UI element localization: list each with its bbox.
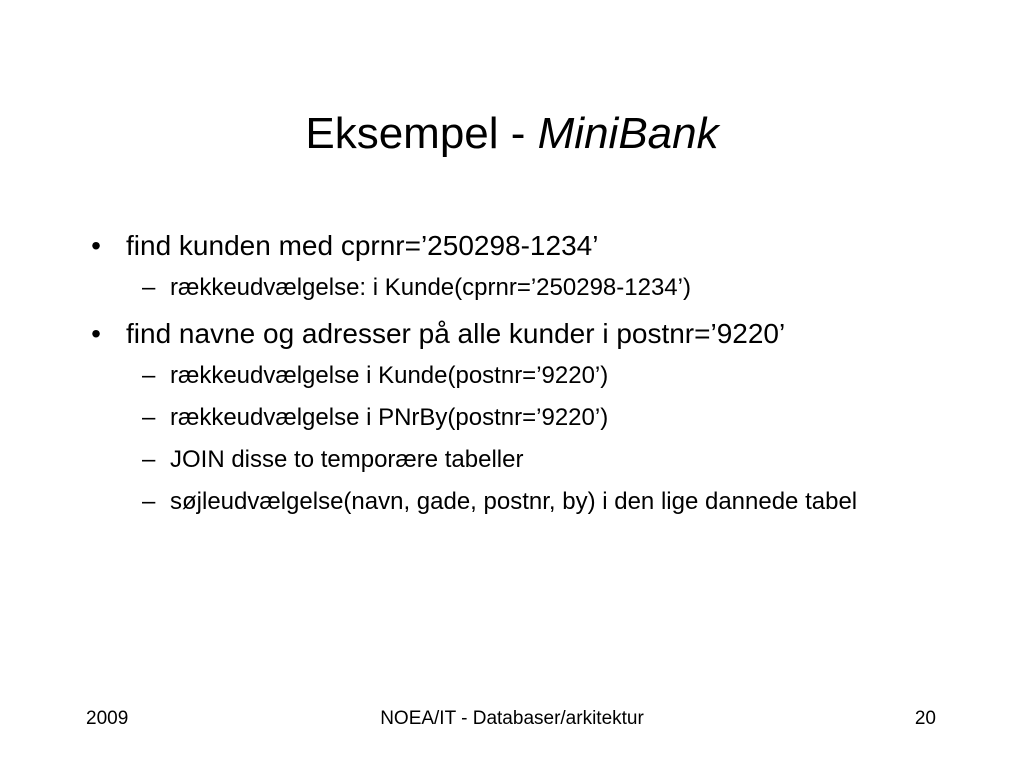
sub-bullet-text: rækkeudvælgelse i PNrBy(postnr=’9220’) [170, 404, 609, 431]
sub-bullet-item [126, 272, 964, 304]
bullet-marker: • [91, 318, 101, 349]
bullet-text: find navne og adresser på alle kunder i postnr=’9220’ [126, 318, 786, 349]
sub-bullet-item [126, 444, 964, 476]
sub-bullet-text: JOIN disse to temporære tabeller [170, 446, 524, 473]
sub-bullet-marker: – [142, 488, 156, 515]
slide-title [0, 104, 1024, 164]
sub-bullet-item [126, 486, 964, 518]
footer-page-number: 20 [914, 708, 936, 729]
title-main: Eksempel - [305, 109, 538, 158]
sub-bullet-item [126, 402, 964, 434]
bullet-marker: • [91, 230, 101, 261]
sub-bullet-text: rækkeudvælgelse i Kunde(postnr=’9220’) [170, 362, 609, 389]
bullet-item [84, 226, 964, 266]
slide-body [84, 226, 964, 528]
footer-course: NOEA/IT - Databaser/arkitektur [380, 708, 644, 729]
sub-bullet-text: søjleudvælgelse(navn, gade, postnr, by) i den lige dannede tabel [170, 488, 858, 515]
bullet-text: find kunden med cprnr=’250298-1234’ [126, 230, 599, 261]
sub-bullet-marker: – [142, 404, 156, 431]
title-italic: MiniBank [537, 109, 719, 158]
sub-bullet-marker: – [142, 362, 156, 389]
bullet-item [84, 314, 964, 354]
sub-bullet-text: rækkeudvælgelse: i Kunde(cprnr=’250298-1234’) [170, 274, 691, 301]
footer-date: 2009 [86, 708, 129, 729]
sub-bullet-marker: – [142, 446, 156, 473]
sub-bullet-item [126, 360, 964, 392]
sub-bullet-marker: – [142, 274, 156, 301]
